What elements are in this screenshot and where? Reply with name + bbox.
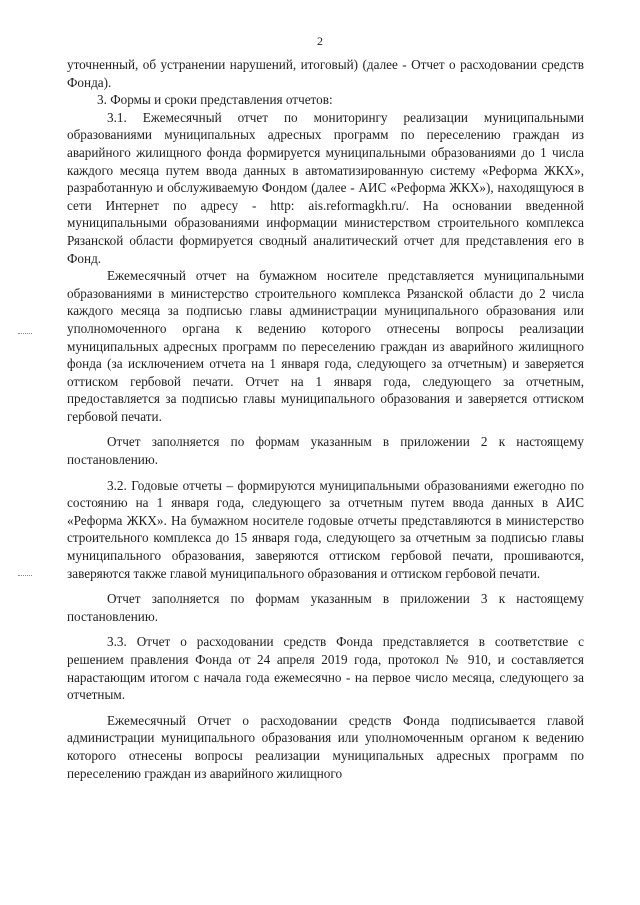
paragraph-intro: уточненный, об устранении нарушений, итоговый) (далее - Отчет о расходовании средств Фонда).: [67, 57, 584, 90]
paragraph-monthly-report: Ежемесячный Отчет о расходовании средств Фонда подписывается главой администрации муниципального образования или уполномоченным органом к ведению которого отнесены вопросы реализации муниципальных адресных программ по переселению граждан из аварийного жилищного: [67, 712, 584, 781]
paragraph-3-3: 3.3. Отчет о расходовании средств Фонда представляется в соответствие с решением правления Фонда от 24 апреля 2019 года, протокол № 910, и составляется нарастающим итогом с начала года ежемесячно - на первое число месяца, следующего за отчетным.: [67, 634, 584, 703]
document-body: [67, 56, 584, 782]
paragraph-appendix-3: Отчет заполняется по формам указанным в приложении 3 к настоящему постановлению.: [67, 591, 584, 624]
margin-mark: [18, 575, 32, 578]
paragraph-monthly-paper: Ежемесячный отчет на бумажном носителе представляется муниципальными образованиями в министерство строительного комплекса Рязанской области до 2 числа каждого месяца за подписью главы администрации муниципального образования или уполномоченного органа к ведению которого отнесены вопросы реализации муниципальных адресных программ по переселению граждан из аварийного жилищного фонда (за исключением отчета на 1 января года, следующего за отчетным) и заверяется оттиском гербовой печати. Отчет на 1 января года, следующего за отчетным, предоставляется за подписью главы муниципального образования и заверяется оттиском гербовой печати.: [67, 268, 584, 424]
paragraph-3-2: 3.2. Годовые отчеты – формируются муниципальными образованиями ежегодно по состоянию на 1 января года, следующего за отчетным путем ввода данных в АИС «Реформа ЖКХ». На бумажном носителе годовые отчеты представляются в министерство строительного комплекса до 15 января года, следующего за отчетным за подписью главы муниципального образования, заверяются оттиском гербовой печати, прошиваются, заверяются также главой муниципального образования и оттиском гербовой печати.: [67, 477, 584, 581]
page-number: 2: [317, 34, 323, 48]
paragraph-3-1: 3.1. Ежемесячный отчет по мониторингу реализации муниципальными образованиями муниципальных адресных программ по переселению граждан из аварийного жилищного фонда формируется муниципальными образованиями до 1 числа каждого месяца путем ввода данных в автоматизированную систему «Реформа ЖКХ», разработанную и обслуживаемую Фондом (далее - АИС «Реформа ЖКХ»), находящуюся в сети Интернет по адресу - http: ais.reformagkh.ru/. На основании введенной муниципальными образованиями информации министерством строительного комплекса Рязанской области формируется сводный аналитический отчет для представления его в Фонд.: [67, 109, 584, 266]
section-3-heading: 3. Формы и сроки представления отчетов:: [97, 92, 333, 108]
margin-mark: [18, 333, 32, 336]
paragraph-appendix-2: Отчет заполняется по формам указанным в приложении 2 к настоящему постановлению.: [67, 434, 584, 468]
